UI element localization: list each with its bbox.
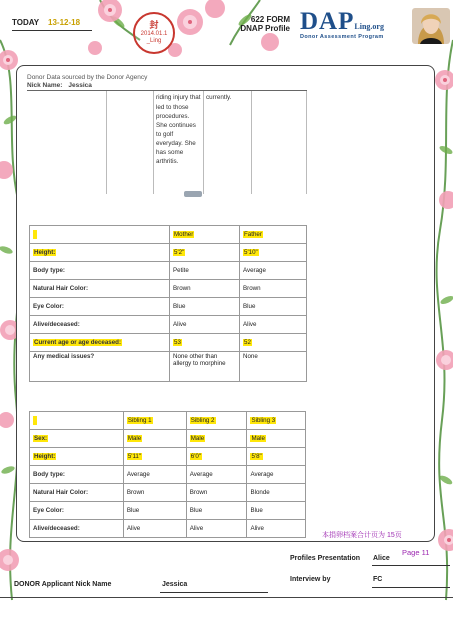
- header-cell-sibling-2: [186, 412, 247, 430]
- cell-value: 52: [244, 339, 251, 346]
- cell-value: Blue: [170, 298, 240, 316]
- cell-value: None: [240, 352, 307, 382]
- header-sibling-3: Sibling 3: [251, 417, 276, 424]
- row-label-cell: [30, 430, 124, 448]
- cell-value: Blue: [240, 298, 307, 316]
- cell-value: Male: [251, 435, 265, 442]
- row-label: Natural Hair Color:: [30, 280, 170, 298]
- highlight-mark: [33, 416, 37, 425]
- cell-value: Average: [123, 466, 186, 484]
- cell-value: Alive: [240, 316, 307, 334]
- cell: [247, 430, 306, 448]
- header-sibling-1: Sibling 1: [127, 417, 152, 424]
- nickname-row: [27, 82, 307, 89]
- header-mother: Mother: [174, 231, 194, 238]
- cell-value: 5'10": [244, 249, 258, 256]
- parents-table: [29, 225, 307, 382]
- cell: [123, 430, 186, 448]
- cell-value: Male: [127, 435, 142, 442]
- row-label: Any medical issues?: [30, 352, 170, 382]
- continued-cell: [107, 91, 154, 194]
- table-row: [30, 352, 307, 382]
- cell: [186, 430, 247, 448]
- table-row: [30, 466, 306, 484]
- seal-stamp: [133, 12, 175, 54]
- row-label: Height:: [34, 249, 56, 256]
- cell: [123, 448, 186, 466]
- header-sibling-2: Sibling 2: [190, 417, 215, 424]
- continued-cell: [252, 91, 307, 194]
- cell-value: 53: [174, 339, 181, 346]
- cell: [186, 448, 247, 466]
- table-header-row: [30, 412, 306, 430]
- nickname-underline: [160, 592, 268, 593]
- form-subtitle: DNAP Profile: [240, 24, 290, 34]
- continued-cell: [27, 91, 107, 194]
- continued-cell: riding injury that led to those procedures. She continues to golf everyday. She has some arthritis.: [154, 91, 204, 194]
- logo-subtitle: Donor Assessment Program: [300, 34, 384, 40]
- donor-document: [27, 74, 307, 194]
- row-label: Alive/deceased:: [30, 316, 170, 334]
- form-title: [236, 15, 290, 33]
- scroll-handle[interactable]: [184, 191, 202, 197]
- logo-domain: Ling.org: [354, 22, 384, 31]
- siblings-table: [29, 411, 306, 538]
- cell-value: 6'0": [190, 453, 202, 460]
- cell-value: Alive: [186, 520, 247, 538]
- today-underline: [12, 30, 92, 31]
- cell-value: 5'2": [174, 249, 185, 256]
- nickname-label: Nick Name:: [27, 82, 63, 90]
- table-row: [30, 244, 307, 262]
- cell-value: Petite: [170, 262, 240, 280]
- profiles-presentation-value: Alice: [373, 555, 390, 562]
- table-row: [30, 280, 307, 298]
- header-cell-empty: [30, 226, 170, 244]
- header-cell-empty: [30, 412, 124, 430]
- cell-value: Alive: [170, 316, 240, 334]
- table-row: [30, 502, 306, 520]
- row-label: Body type:: [30, 466, 124, 484]
- profiles-presentation-label: Profiles Presentation: [290, 555, 361, 562]
- row-label: Eye Color:: [30, 502, 124, 520]
- cell-value: Blonde: [247, 484, 306, 502]
- cell-value: Alive: [247, 520, 306, 538]
- table-row: [30, 520, 306, 538]
- row-label: Natural Hair Color:: [30, 484, 124, 502]
- portrait-image: [412, 8, 450, 44]
- interview-underline: [372, 587, 450, 588]
- profiles-underline: [372, 565, 450, 566]
- cell-value: Brown: [240, 280, 307, 298]
- stamp-line-1: 封: [149, 20, 159, 31]
- row-label-cell: [30, 334, 170, 352]
- cell: [170, 334, 240, 352]
- row-label: Current age or age deceased:: [34, 339, 121, 346]
- cell-value: Average: [247, 466, 306, 484]
- table-row: [30, 430, 306, 448]
- logo-text: DAP: [300, 8, 355, 35]
- cell-value: Average: [240, 262, 307, 280]
- row-label: Body type:: [30, 262, 170, 280]
- cell-value: Alive: [123, 520, 186, 538]
- applicant-nickname-value: Jessica: [162, 581, 188, 588]
- row-label-cell: [30, 244, 170, 262]
- page-number: Page 11: [402, 548, 430, 557]
- row-label-cell: [30, 448, 124, 466]
- cell-value: Brown: [123, 484, 186, 502]
- table-row: [30, 484, 306, 502]
- cell-value: 5'8": [251, 453, 262, 460]
- header-cell-sibling-3: [247, 412, 306, 430]
- header-father: Father: [244, 231, 262, 238]
- interview-by-label: Interview by: [290, 576, 331, 583]
- profile-portrait: [412, 8, 450, 44]
- cell-value: Blue: [186, 502, 247, 520]
- cell-value: None other than allergy to morphine: [170, 352, 240, 382]
- row-label: Height:: [34, 453, 56, 460]
- page-count-note: 本捐卵档案合计页为 15页: [322, 532, 402, 539]
- continued-cell: currently.: [204, 91, 252, 194]
- highlight-mark: [33, 230, 37, 239]
- table-row: [30, 298, 307, 316]
- cell-value: Average: [186, 466, 247, 484]
- header-cell-father: [240, 226, 307, 244]
- cell-value: 5'11": [127, 453, 142, 460]
- applicant-nickname-label: DONOR Applicant Nick Name: [14, 581, 112, 588]
- table-row: [30, 334, 307, 352]
- cell-value: Blue: [247, 502, 306, 520]
- cell: [170, 244, 240, 262]
- row-label: Sex:: [34, 435, 48, 442]
- source-line: Donor Data sourced by the Donor Agency: [27, 74, 148, 81]
- footer-divider: [0, 597, 453, 598]
- cell: [240, 244, 307, 262]
- cell: [240, 334, 307, 352]
- cell-value: Blue: [123, 502, 186, 520]
- table-header-row: [30, 226, 307, 244]
- stamp-line-3: _Ling: [146, 38, 162, 45]
- table-row: [30, 262, 307, 280]
- nickname-value: Jessica: [68, 82, 92, 90]
- cell-value: Brown: [186, 484, 247, 502]
- stamp-line-2: 2014.01.1: [140, 31, 168, 38]
- cell-value: Male: [190, 435, 205, 442]
- form-number: 622 FORM: [250, 15, 290, 24]
- table-row: [30, 316, 307, 334]
- cell-value: Brown: [170, 280, 240, 298]
- header-cell-mother: [170, 226, 240, 244]
- dap-logo: [300, 8, 384, 36]
- interview-by-value: FC: [373, 576, 383, 583]
- row-label: Alive/deceased:: [30, 520, 124, 538]
- cell: [247, 448, 306, 466]
- today-date: 13-12-18: [48, 18, 81, 27]
- table-row: [30, 448, 306, 466]
- header-cell-sibling-1: [123, 412, 186, 430]
- row-label: Eye Color:: [30, 298, 170, 316]
- today-label: TODAY: [12, 18, 40, 27]
- continued-table: [27, 90, 307, 194]
